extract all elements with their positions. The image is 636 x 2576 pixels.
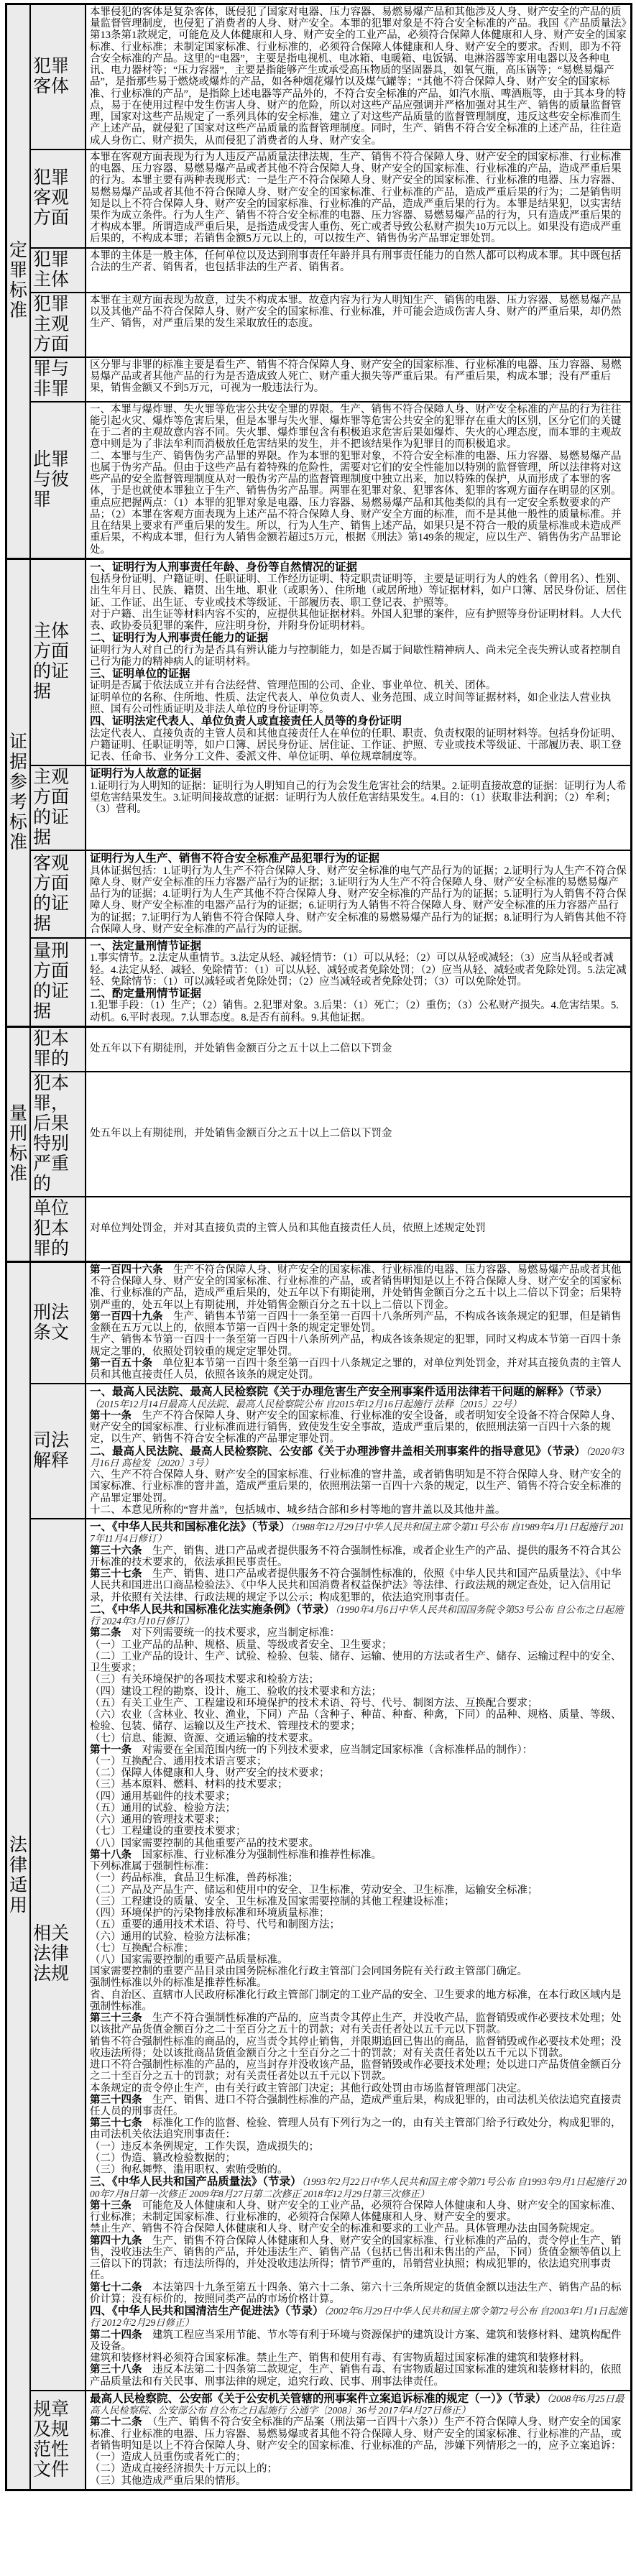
table-row [31, 5, 630, 150]
paragraph [90, 1791, 627, 1803]
paragraph [90, 2305, 627, 2329]
row-label-cell [31, 1028, 86, 1071]
bold-text: 第二条 [90, 1627, 121, 1639]
paragraph [90, 152, 627, 245]
bold-text: 四、证明法定代表人、单位负责人或直接责任人员等的身份证明 [90, 715, 402, 728]
body-text: 二、本罪与生产、销售伪劣产品罪的界限。作为本罪的犯罪对象，不符合安全标准的电器、压力容器、易燃易爆产品也属于伪劣产品。但由于这些产品有着特殊的危险性，需要对它们的安全性能加以特别的监督管理，所以法律将对这些产品的安全监督管理制度从对一般伪劣产品的监督管理制度中独立出来，加以特殊的保护，从而形成了本罪的客体，于是也就使本罪独立于生产、销售伪劣产品罪。两罪在犯罪对象、犯罪客体、犯罪的客观方面存在明显的区别。重点应把握两点：（1）本罪的犯罪对象是电器、压力容器、易燃易爆产品和其他类似的具有一定安全系数要求的产品；（2）本罪在客观方面表现为上述产品不符合保障人身、财产安全方面的标准，而不是其他一般性的质量标准。并且在结果上要求有严重后果的发生。所以，行为人生产、销售上述产品，如果只是不符合一般的质量标准或未造成严重后果，不构成本罪，但行为人销售金额若超过5万元，根据《刑法》第149条的规定，应以生产、销售伪劣产品罪论处。 [90, 450, 622, 556]
paragraph [90, 1504, 627, 1516]
body-text: 法定代表人、直接负责的主管人员和其他直接责任人在单位的任职、职责、负责权限的证明材料等。包括身份证明、户籍证明、任职证明等，如户口簿、居民身份证、居住证、工作证、护照、专业或技术等级证、干部履历表、职工登记表、任命书、业务分工文件、委派文件、单位证明、单位规章制度等。 [90, 727, 622, 763]
body-text: 生产、销售本节第一百四十一条至第一百四十八条所列产品，不构成各该条规定的犯罪，但是销售金额在五万元以上的，依照本节第一百四十条的规定定罪处罚。 [90, 1310, 622, 1335]
body-text: （三）基本原料、燃料、材料的技术要求； [90, 1779, 288, 1791]
table-row [31, 1263, 630, 1384]
row-content-cell [86, 851, 630, 937]
paragraph [90, 561, 627, 574]
paragraph [90, 2352, 627, 2364]
paragraph [90, 2176, 627, 2200]
paragraph [90, 680, 627, 691]
body-text: 处五年以下有期徒刑，并处销售金额百分之五十以上二倍以下罚金 [90, 1043, 392, 1055]
table-row [31, 851, 630, 939]
enactment-note: （1990年4月6日中华人民共和国国务院令第53号公布 自公布之日起施行 2024年3月10日修订） [90, 1604, 624, 1627]
row-label: 犯本罪的 [33, 1029, 70, 1069]
paragraph [90, 1826, 627, 1837]
row-label: 单位犯本罪的 [33, 1198, 70, 1259]
bold-text: 四、《中华人民共和国清洁生产促进法》（节录） [90, 2305, 324, 2318]
paragraph [90, 1399, 627, 1410]
row-content-cell [86, 1519, 630, 2390]
bold-text: 第七十二条 [90, 2281, 142, 2294]
paragraph [90, 2223, 627, 2235]
paragraph [90, 1358, 627, 1381]
paragraph [90, 359, 627, 395]
paragraph [90, 1000, 627, 1023]
paragraph [90, 1674, 627, 1685]
paragraph [90, 2393, 627, 2417]
row-label-cell [31, 1072, 86, 1196]
paragraph [90, 2282, 627, 2305]
body-text: 对单位判处罚金，并对其直接负责的主管人员和其他直接责任人员，依照上述规定处罚 [90, 1223, 486, 1235]
enactment-note: （1993年2月22日中华人民共和国主席令第71号公布 自1993年9月1日起施行 2000年7月8日第一次修正 2009年8月27日第二次修正 2018年12月29日第三次修正） [90, 2176, 627, 2199]
body-text: （一）工业产品的品种、规格、质量、等级或者安全、卫生要求； [90, 1639, 392, 1651]
body-text: 下列标准属于强制性标准： [90, 1861, 215, 1873]
bold-text: 第十一条 [90, 1409, 132, 1422]
paragraph [90, 1756, 627, 1767]
body-text: （二）产品及产品生产、储运和使用中的安全、卫生标准，劳动安全、卫生标准，运输安全标准； [90, 1884, 538, 1896]
body-text: 强制性标准以外的标准是推荐性标准。 [90, 1977, 267, 1990]
body-text: 生产、销售不符合保障人体健康和人身、财产安全的国家标准、行业标准的产品的，责令停止生产、销售，没收违法生产、销售的产品，并处违法生产、销售产品（包括已售出和未售出的产品，下同）货值金额等值以上三倍以下的罚款；有违法所得的，并处没收违法所得；情节严重的，吊销营业执照；构成犯罪的，依法追究刑事责任。 [90, 2235, 622, 2282]
body-text: （一）药品标准，食品卫生标准，兽药标准； [90, 1872, 298, 1885]
paragraph [90, 250, 627, 273]
body-text: 六、生产不符合保障人身、财产安全的国家标准、行业标准的窨井盖，或者销售明知是不符合保障人身、财产安全的国家标准、行业标准的窨井盖，造成严重后果的，依照刑法第一百四十六条的规定，以生产、销售不符合安全标准的产品罪定罪处罚。 [90, 1469, 622, 1504]
table-row [31, 358, 630, 402]
paragraph [90, 1604, 627, 1628]
body-text: 建筑工程应当采用节能、节水等有利于环境与资源保护的建筑设计方案、建筑和装修材料、建筑构配件及设备。 [90, 2329, 622, 2352]
body-text: （四）建设工程的勘察、设计、施工、验收的技术要求和方法； [90, 1685, 382, 1698]
paragraph [90, 1545, 627, 1568]
paragraph [90, 1990, 627, 2012]
paragraph [90, 2117, 627, 2140]
body-text: 处五年以上有期徒刑，并处销售金额百分之五十以上二倍以下罚金 [90, 1128, 392, 1140]
body-text: （五）通用的试验、检验方法； [90, 1802, 236, 1814]
paragraph [90, 1814, 627, 1826]
body-text: 进口不符合强制性标准的产品的，应当封存并没收该产品，监督销毁或作必要技术处理；处以进口产品货值金额百分之二十至百分之五十的罚款；对有关责任者处以五千元以下罚款。 [90, 2059, 622, 2083]
body-text: 对需要在全国范围内统一的下列技术要求，应当制定国家标准（含标准样品的制作）： [132, 1744, 533, 1756]
paragraph [90, 2083, 627, 2094]
paragraph [90, 1733, 627, 1744]
paragraph [90, 781, 627, 816]
bold-text: 第三十三条 [90, 2012, 142, 2025]
paragraph [90, 2200, 627, 2223]
paragraph [90, 2475, 627, 2487]
table-row [31, 2391, 630, 2489]
body-text: 生产、销售本节第一百四十一条至第一百四十八条所列产品，构成各该条规定的犯罪，同时又构成本节第一百四十条规定之罪的，依照处罚较重的规定定罪处罚。 [90, 1334, 622, 1358]
body-text: 销售不符合强制性标准的商品的，应当责令其停止销售，并限期追回已售出的商品，监督销毁或作必要技术处理；没收违法所得；处以该批商品货值金额百分之十至百分之二十的罚款；对有关责任者处以五千元以下罚款。 [90, 2036, 622, 2059]
table-row [31, 560, 630, 766]
body-text: （七）信息、能源、资源、交通运输的技术要求。 [90, 1732, 319, 1744]
group-rows [31, 560, 630, 1026]
paragraph [90, 1043, 627, 1054]
row-label: 司法解释 [33, 1431, 70, 1471]
bold-text: 第二十二条 [90, 2416, 142, 2429]
group-label-cell [7, 560, 31, 1026]
paragraph [90, 2364, 627, 2387]
row-label-cell [31, 1519, 86, 2390]
enactment-note: （2020年3月16日 高检发〔2020〕3号） [90, 1445, 625, 1468]
row-label-cell [31, 1197, 86, 1261]
row-label-cell [31, 766, 86, 850]
row-label: 主体方面的证据 [33, 622, 70, 702]
paragraph [90, 1885, 627, 1896]
row-content-cell [86, 2391, 630, 2489]
paragraph [90, 668, 627, 680]
bold-text: 第三十七条 [90, 2117, 142, 2130]
body-text: （四）环境保护的污染物排放标准和环境质量标准； [90, 1908, 330, 1920]
paragraph [90, 1803, 627, 1814]
paragraph [90, 2452, 627, 2463]
body-text: 证明行为人对自己的行为是否具有辨认能力与控制能力，如是否属于间歇性精神病人、尚未完全丧失辨认或者控制自己行为能力的精神病人的证明材料。 [90, 644, 622, 668]
bold-text: 第二十四条 [90, 2329, 142, 2341]
row-label-cell [31, 851, 86, 937]
row-label: 主观方面的证据 [33, 768, 70, 848]
paragraph [90, 1943, 627, 1954]
group-4 [7, 1263, 630, 2489]
body-text: 本罪的主体是一般主体，任何单位以及达到刑事责任年龄并具有刑事责任能力的自然人都可以构成本罪。其中既包括合法的生产者、销售者，也包括非法的生产者、销售者。 [90, 249, 622, 273]
paragraph [90, 2153, 627, 2164]
body-text: （一）违反本条例规定，工作失误，造成损失的； [90, 2140, 319, 2153]
enactment-note: （2015年12月14日最高人民法院、最高人民检察院公布 自2015年12月16日起施行 法释〔2015〕22号） [90, 1398, 522, 1409]
enactment-note: （2008年6月25日最高人民检察院、公安部公布 自公布之日起施行 公通字〔2008〕36号 2017年4月27日修正） [90, 2393, 625, 2416]
row-label-cell [31, 939, 86, 1026]
body-text: 包括身份证明、户籍证明、任职证明、工作经历证明、特定职责证明等，主要是证明行为人的姓名（曾用名）、性别、出生年月日、民族、籍贯、出生地、职业（或职务）、住所地（或居所地）等证据材料，如户口簿、居民身份证、居住证、工作证、出生证、专业或技术等级证、干部履历表、职工登记表、护照等。 [90, 574, 627, 609]
paragraph [90, 574, 627, 609]
paragraph [90, 1931, 627, 1943]
table-row [31, 1197, 630, 1261]
row-content-cell [86, 766, 630, 850]
body-text: 本罪在客观方面表现为行为人违反产品质量法律法规，生产、销售不符合保障人身、财产安全的国家标准、行业标准的电器、压力容器、易燃易爆产品或者其他不符合保障人身、财产安全的国家标准、行业标准的产品，造成严重后果的行为。本罪主要有两种表现形式：一是生产不符合保障人身、财产安全的国家标准、行业标准的电器、压力容器、易燃易爆产品或者其他不符合保障人身、财产安全的国家标准、行业标准的产品，造成严重后果的行为；二是销售明知是以上不符合保障人身、财产安全的国家标准、行业标准的产品，造成严重后果的行为。本罪是结果犯，以实害结果作为成立条件。行为人生产、销售不符合安全标准的电器、压力容器、易燃易爆产品的行为，只有造成严重后果的才构成本罪。所谓造成严重后果，是指造成受害人重伤、死亡或者导致公私财产损失10万元以上。如果没有造成严重后果的，不构成本罪；若销售金额5万元以上的，可以按生产、销售伪劣产品罪定罪处罚。 [90, 151, 622, 245]
body-text: （六）通用的试验、检验方法标准； [90, 1931, 257, 1943]
paragraph [90, 1627, 627, 1639]
bold-text: 第三十四条 [90, 2094, 142, 2106]
body-text: 证明单位的名称、住所地、性质、法定代表人、单位负责人、业务范围、成立时间等证据材料，如企业法人营业执照、国有公司性质证明及非法人单位的身份证明等。 [90, 691, 611, 715]
paragraph [90, 1334, 627, 1357]
row-content-cell [86, 939, 630, 1026]
paragraph [90, 2416, 627, 2452]
row-content-cell [86, 358, 630, 401]
paragraph [90, 2329, 627, 2352]
bold-text: 第十八条 [90, 1849, 132, 1861]
row-label: 犯罪客体 [33, 56, 70, 96]
row-content-cell [86, 249, 630, 292]
body-text: （二）伪造、篡改检验数据的； [90, 2152, 236, 2164]
paragraph [90, 1908, 627, 1919]
body-text: （六）通用的管理技术要求； [90, 1814, 226, 1826]
row-label: 犯罪主体 [33, 249, 70, 290]
paragraph [90, 952, 627, 988]
paragraph [90, 1386, 627, 1398]
enactment-note: （1988年12月29日中华人民共和国主席令第11号公布 自1989年4月1日起施行 2017年11月4日修订） [90, 1522, 625, 1545]
group-label: 定罪标准 [9, 241, 28, 321]
paragraph [90, 1445, 627, 1470]
bold-text: 三、证明单位的证据 [90, 668, 190, 681]
paragraph [90, 865, 627, 935]
group-3 [7, 1028, 630, 1263]
paragraph [90, 1861, 627, 1872]
body-text: （八）国家需要控制的其他重要产品的技术要求。 [90, 1837, 319, 1849]
body-text: 省、自治区、直辖市人民政府标准化行政主管部门制定的工业产品的安全、卫生要求的地方标准，在本行政区域内是强制性标准。 [90, 1989, 622, 2012]
row-content-cell [86, 1072, 630, 1196]
bold-text: 第一百四十九条 [90, 1310, 163, 1322]
body-text: （二）工业产品的设计、生产、试验、检验、包装、储存、运输、使用的方法或者生产、储存、运输过程中的安全、卫生要求； [90, 1650, 622, 1675]
bold-text: 第十一条 [90, 1744, 132, 1756]
group-rows [31, 5, 630, 558]
bold-text: 第三十八条 [90, 2364, 142, 2376]
bold-text: 三、《中华人民共和国产品质量法》（节录） [90, 2176, 302, 2189]
paragraph [90, 1264, 627, 1311]
body-text: 对于户籍、出生证等材料内容不实的，应提供其他证据材料。外国人犯罪的案件，应有护照等身份证明材料。人大代表、政协委员犯罪的案件，应注明身份，并附身份证明材料。 [90, 608, 622, 632]
paragraph [90, 1521, 627, 1545]
bold-text: 第三十七条 [90, 1568, 142, 1581]
paragraph [90, 1872, 627, 1884]
paragraph [90, 1686, 627, 1698]
table-row [31, 766, 630, 851]
paragraph [90, 1709, 627, 1732]
paragraph [90, 988, 627, 1000]
group-label-cell [7, 5, 31, 558]
table-row [31, 1519, 630, 2391]
group-label: 证据参考标准 [9, 732, 28, 852]
body-text: 生产不符合保障人身、财产安全的国家标准、行业标准的安全设备，或者明知安全设备不符合保障人身、财产安全的国家标准、行业标准而进行销售，致使发生安全事故，造成严重后果的，依照刑法第一百四十六条的规定，以生产、销售不符合安全标准的产品罪定罪处罚。 [90, 1409, 622, 1445]
paragraph [90, 1469, 627, 1504]
paragraph [90, 2094, 627, 2117]
row-content-cell [86, 402, 630, 558]
paragraph [90, 852, 627, 865]
group-label: 量刑标准 [9, 1103, 28, 1184]
row-label-cell [31, 402, 86, 558]
paragraph [90, 1966, 627, 1977]
group-1 [7, 5, 630, 560]
group-rows [31, 1263, 630, 2489]
body-text: 标准化工作的监督、检验、管理人员有下列行为之一的，由有关主管部门给予行政处分，构成犯罪的，由司法机关依法追究刑事责任： [90, 2117, 622, 2141]
table-row [31, 293, 630, 358]
body-text: （四）通用基础件的技术要求； [90, 1790, 236, 1803]
group-2 [7, 560, 630, 1028]
row-content-cell [86, 150, 630, 247]
paragraph [90, 1128, 627, 1139]
body-text: （五）有关工业生产、工程建设和环境保护的技术术语、符号、代号、制图方法、互换配合要求； [90, 1697, 538, 1709]
paragraph [90, 940, 627, 952]
row-label-cell [31, 358, 86, 401]
paragraph [90, 2164, 627, 2176]
row-label-cell [31, 5, 86, 149]
bold-text: 二、最高人民法院、最高人民检察院、公安部《关于办理涉窨井盖相关刑事案件的指导意见》（节录） [90, 1445, 586, 1458]
body-text: 生产不符合强制性标准的产品的，应当责令其停止生产，并没收产品，监督销毁或作必要技术处理；处以该批产品货值金额百分之二十至百分之五十的罚款；对有关责任者处以五千元以下罚款。 [90, 2012, 622, 2036]
body-text: 生产不符合保障人身、财产安全的国家标准、行业标准的电器、压力容器、易燃易爆产品或者其他不符合保障人身、财产安全的国家标准、行业标准的产品，或者销售明知是以上不符合保障人身、财产安全的国家标准、行业标准的产品，造成严重后果的，处五年以下有期徒刑，并处销售金额百分之五十以上二倍以下罚金；后果特别严重的，处五年以上有期徒刑，并处销售金额百分之五十以上二倍以下罚金。 [90, 1264, 622, 1311]
row-content-cell [86, 293, 630, 356]
row-content-cell [86, 1028, 630, 1071]
bold-text: 一、最高人民法院、最高人民检察院《关于办理危害生产安全刑事案件适用法律若干问题的解释》（节录） [90, 1386, 608, 1399]
paragraph [90, 2235, 627, 2282]
paragraph [90, 1977, 627, 1989]
bold-text: 证明行为人故意的证据 [90, 768, 202, 781]
row-label: 犯罪客观方面 [33, 168, 70, 229]
group-label: 法律适用 [9, 1835, 28, 1915]
row-label: 犯本罪，后果特别严重的 [33, 1073, 70, 1194]
body-text: （八）国家需要控制的重要产品质量标准。 [90, 1954, 288, 1966]
paragraph [90, 692, 627, 715]
paragraph [90, 1849, 627, 1861]
body-text: （七）互换配合标准； [90, 1942, 194, 1954]
body-text: 十二、本意见所称的“窨井盖”，包括城市、城乡结合部和乡村等地的窨井盖以及其他井盖。 [90, 1504, 506, 1516]
enactment-note: （2002年6月29日中华人民共和国主席令第72号公布 自2003年1月1日起施行 2012年2月29日修正） [90, 2306, 627, 2329]
body-text: 一、本罪与爆炸罪、失火罪等危害公共安全罪的界限。生产、销售不符合保障人身、财产安全标准的产品的行为往往能引起火灾、爆炸等危害后果，但是本罪与失火罪、爆炸罪等危害公共安全的犯罪存在重大的区别，区分它们的关键在于二者的主观故意内容不同。失火罪、爆炸罪包含有积极追求危害后果如爆炸、失火的心理态度，而本罪的主观故意中则是为了非法牟利而消极放任危害结果的发生，并不把该结果作为犯罪目的而积极追求。 [90, 403, 622, 451]
body-text: 违反本法第二十四条第二款规定，生产、销售有毒、有害物质超过国家标准的建筑和装修材料的，依照产品质量法和有关民事、刑事法律的规定，追究行政、民事、刑事法律责任。 [90, 2364, 622, 2388]
bold-text: 二、酌定量刑情节证据 [90, 988, 202, 1000]
body-text: 生产、销售、进口产品或者提供服务不符合强制性标准，或者企业生产的产品、提供的服务不符合其公开标准的技术要求的，依法承担民事责任。 [90, 1545, 622, 1568]
table-row [31, 1028, 630, 1072]
paragraph [90, 1919, 627, 1931]
body-text: （一）互换配合、通用技术语言要求； [90, 1755, 267, 1767]
paragraph [90, 2141, 627, 2153]
row-label-cell [31, 2391, 86, 2489]
body-text: 1.证明行为人明知的证据：证明行为人明知自己的行为会发生危害社会的结果。2.证明直接故意的证据：证明行为人希望危害结果发生。3.证明间接故意的证据：证明行为人放任危害结果发生。4.目的：（1）获取非法利润；（2）牟利；（3）营利。 [90, 780, 627, 816]
table-row [31, 402, 630, 558]
row-label-cell [31, 150, 86, 247]
paragraph [90, 609, 627, 632]
paragraph [90, 2059, 627, 2082]
row-label: 犯罪主观方面 [33, 294, 70, 354]
paragraph [90, 295, 627, 330]
paragraph [90, 2463, 627, 2475]
body-text: （三）工程建设的质量、安全、卫生标准及国家需要控制的其他工程建设标准； [90, 1895, 455, 1908]
body-text: 本条规定的责令停止生产，由有关行政主管部门决定；其他行政处罚由市场监督管理部门决定。 [90, 2082, 527, 2094]
body-text: （三）其他造成严重后果的情形。 [90, 2475, 246, 2487]
paragraph [90, 1838, 627, 1849]
paragraph [90, 404, 627, 451]
body-text: （五）重要的通用技术术语、符号、代号和制图方法； [90, 1919, 340, 1931]
body-text: （生产、销售不符合安全标准的产品案（刑法第一百四十六条））生产不符合保障人身、财产安全的国家标准、行业标准的电器、压力容器、易燃易爆或者其他不符合保障人身、财产安全的国家标准、行业标准的产品，或者销售明知是以上不符合保障人身、财产安全的国家标准、行业标准的产品，涉嫌下列情形之一的，应予立案追诉： [90, 2416, 622, 2452]
bold-text: 第三十六条 [90, 1545, 142, 1557]
paragraph [90, 632, 627, 644]
table-row [31, 150, 630, 249]
body-text: 建筑和装修材料必须符合国家标准。禁止生产、销售和使用有毒、有害物质超过国家标准的建筑和装修材料。 [90, 2352, 590, 2365]
body-text: 1.事实情节。2.法定从重情节。3.法定从轻、减轻情节：（1）可以从轻；（2）可以从轻或减轻；（3）应当从轻或者减轻。4.法定从轻、减轻、免除情节：（1）可以从轻、减轻或者免除处罚；（2）应当从轻、减轻或者免除处罚。5.法定减轻、免除情节：（1）可以减轻或者免除处罚；（2）应当减轻或者免除处罚；（3）可以免除处罚。 [90, 952, 627, 988]
paragraph [90, 728, 627, 763]
body-text: 本罪侵犯的客体是复杂客体，既侵犯了国家对电器、压力容器、易燃易爆产品和其他涉及人身、财产安全的产品的质量监督管理制度，也侵犯了消费者的人身、财产安全。本罪的犯罪对象是不符合安全标准的产品。我国《产品质量法》第13条第1款规定，可能危及人体健康和人身、财产安全的工业产品，必须符合保障人体健康和人身、财产安全的国家标准、行业标准；未制定国家标准、行业标准的，必须符合保障人体健康和人身、财产安全的要求。否则，即为不符合安全标准的产品。这里的“电器”，主要是指电视机、电冰箱、电暖箱、电饭锅、电淋浴器等家用电器以及各种电讯、电力器材等；“压力容器”，主要是指能够产生或承受高压物质的坚固器具，如氧气瓶，高压锅等；“易燃易爆产品”，是指那些易于燃烧或爆炸的产品，如各种烟花爆竹以及煤气罐等；“其他不符合保障人身、财产安全的国家标准、行业标准的产品”，是指除上述电器等产品外的，不符合安全标准的产品，如汽水瓶、啤酒瓶等，由于其本身的特点，易于在使用过程中发生伤害人身、财产的危险，所以对这些产品应强调并严格加强对其生产、销售的质量监督管理，国家对这些产品规定了一系列具体的安全标准，建立了对这些产品质量的监督管理制度，违反这些安全标准而生产上述产品，就侵犯了国家对这些产品质量的监督管理制度。同时，生产、销售不符合安全标准的上述产品，往往造成人身伤亡、财产损失，从而侵犯了消费者的人身、财产安全。 [90, 6, 627, 147]
bold-text: 一、法定量刑情节证据 [90, 939, 202, 952]
paragraph [90, 1639, 627, 1651]
body-text: 区分罪与非罪的标准主要是看生产、销售不符合保障人身、财产安全的国家标准、行业标准的电器、压力容器、易燃易爆产品或者其他产品的行为是否造成致人死亡、财产重大损失等严重后果。有严重后果，构成本罪；没有严重后果，销售金额又不到5万元，可视为一般违法行为。 [90, 359, 622, 395]
row-label-cell [31, 293, 86, 356]
paragraph [90, 1744, 627, 1756]
body-text: 生产、销售、进口产品或者提供服务不符合强制性标准的，依照《中华人民共和国产品质量法》、《中华人民共和国进出口商品检验法》、《中华人民共和国消费者权益保护法》等法律、行政法规的规定查处，记入信用记录，并依照有关法律、行政法规的规定予以公示；构成犯罪的，依法追究刑事责任。 [90, 1568, 622, 1604]
paragraph [90, 1767, 627, 1779]
table-row [31, 939, 630, 1026]
bold-text: 一、证明行为人刑事责任年龄、身份等自然情况的证据 [90, 561, 358, 574]
body-text: （七）工程建设的重要技术要求； [90, 1826, 246, 1838]
row-content-cell [86, 5, 630, 149]
bold-text: 第一百四十六条 [90, 1264, 163, 1276]
row-label-cell [31, 1384, 86, 1518]
paragraph [90, 768, 627, 780]
body-text: 禁止生产、销售不符合保障人体健康和人身、财产安全的标准和要求的工业产品。具体管理办法由国务院规定。 [90, 2223, 601, 2235]
group-label-cell [7, 1263, 31, 2489]
row-label: 客观方面的证据 [33, 854, 70, 934]
body-text: 单位犯本节第一百四十条至第一百四十八条规定之罪的，对单位判处罚金，并对其直接负责的主管人员和其他直接责任人员，依照各该条的规定处罚。 [90, 1357, 622, 1381]
row-label: 规章及规范性文件 [33, 2399, 70, 2480]
body-text: （六）农业（含林业、牧业、渔业，下同）产品（含种子、种苗、种畜、种禽，下同）的品种、规格、质量、等级、检验、包装、储存、运输以及生产技术、管理技术的要求； [90, 1709, 622, 1733]
row-label-cell [31, 560, 86, 765]
row-content-cell [86, 1197, 630, 1261]
group-label-cell [7, 1028, 31, 1261]
paragraph [90, 1698, 627, 1709]
table-row [31, 1384, 630, 1519]
body-text: 可能危及人体健康和人身、财产安全的工业产品，必须符合保障人体健康和人身、财产安全的国家标准、行业标准；未制定国家标准、行业标准的，必须符合保障人体健康和人身、财产安全的要求。 [90, 2200, 622, 2224]
table-row [31, 249, 630, 293]
bold-text: 第一百五十条 [90, 1357, 152, 1369]
body-text: （二）保障人体健康和人身、财产安全的技术要求； [90, 1767, 330, 1780]
body-text: 本罪在主观方面表现为故意，过失不构成本罪。故意内容为行为人明知生产、销售的电器、压力容器、易燃易爆产品以及其他产品不符合保障人身、财产安全的国家标准、行业标准，并可能会造成伤害人身、财产的严重后果，却仍然生产、销售，对严重后果的发生采取放任的态度。 [90, 294, 622, 330]
row-content-cell [86, 560, 630, 765]
bold-text: 第十三条 [90, 2200, 132, 2212]
body-text: 生产、销售、进口不符合强制性标准的产品，造成严重后果，构成犯罪的，由司法机关依法追究直接责任人员的刑事责任。 [90, 2094, 622, 2118]
crime-analysis-table [5, 3, 632, 2491]
body-text: 证明是否属于依法成立并有合法经营、管理范围的公司、企业、事业单位、机关、团体。 [90, 680, 497, 692]
bold-text: 最高人民检察院、公安部《关于公安机关管辖的刑事案件立案追诉标准的规定（一）》（节录） [90, 2392, 547, 2405]
bold-text: 二、证明行为人刑事责任能力的证据 [90, 632, 269, 645]
row-content-cell [86, 1263, 630, 1383]
paragraph [90, 1223, 627, 1234]
paragraph [90, 6, 627, 147]
body-text: 对下列需要统一的技术要求，应当制定标准： [121, 1627, 340, 1639]
paragraph [90, 1779, 627, 1790]
row-label-cell [31, 249, 86, 292]
row-label: 相关法律法规 [33, 1924, 70, 1984]
row-label: 此罪与彼罪 [33, 449, 70, 510]
body-text: 国家需要控制的重要产品目录由国务院标准化行政主管部门会同国务院有关行政主管部门确定。 [90, 1966, 527, 1978]
body-text: （三）有关环境保护的各项技术要求和检验方法； [90, 1674, 319, 1686]
body-text: 国家标准、行业标准分为强制性标准和推荐性标准。 [132, 1849, 382, 1861]
body-text: （二）造成直接经济损失十万元以上的； [90, 2463, 277, 2475]
row-content-cell [86, 1384, 630, 1518]
paragraph [90, 1896, 627, 1908]
paragraph [90, 1954, 627, 1966]
bold-text: 第四十九条 [90, 2235, 142, 2247]
paragraph [90, 1410, 627, 1445]
body-text: 具体证据包括：1.证明行为人生产不符合保障人身、财产安全标准的电气产品行为的证据；2.证明行为人生产不符合保障人身、财产安全标准的压力容器产品行为的证据；3.证明行为人生产不符合保障人身、财产安全标准的易燃易爆产品行为的证据；4.证明行为人生产其他不符合保障人身、财产安全标准的产品行为的证据；5.证明行为人销售不符合保障人身、财产安全标准的电器产品行为的证据；6.证明行为人销售不符合保障人身、财产安全标准的压力容器产品行为的证据；7.证明行为人销售不符合保障人身、财产安全标准的易燃易爆产品行为的证据；8.证明行为人销售其他不符合保障人身、财产安全标准的产品行为的证据。 [90, 865, 627, 935]
row-label: 量刑方面的证据 [33, 942, 70, 1022]
paragraph [90, 645, 627, 668]
paragraph [90, 1311, 627, 1334]
paragraph [90, 451, 627, 556]
body-text: （一）造成人员重伤或者死亡的； [90, 2452, 246, 2464]
paragraph [90, 2012, 627, 2036]
row-label: 刑法条文 [33, 1302, 70, 1343]
body-text: （三）徇私舞弊、滥用职权、索贿受贿的。 [90, 2164, 288, 2176]
paragraph [90, 1568, 627, 1604]
paragraph [90, 2036, 627, 2059]
paragraph [90, 715, 627, 727]
row-label-cell [31, 1263, 86, 1383]
bold-text: 二、《中华人民共和国标准化法实施条例》（节录） [90, 1603, 336, 1616]
group-rows [31, 1028, 630, 1261]
table-row [31, 1072, 630, 1197]
body-text: 1.犯罪手段：（1）生产；（2）销售。2.犯罪对象。3.后果：（1）死亡；（2）重伤；（3）公私财产损失。4.危害结果。5.动机。6.平时表现。7.认罪态度。8.是否有前科。9.其他证据。 [90, 1000, 619, 1024]
paragraph [90, 1651, 627, 1674]
row-label: 罪与非罪 [33, 359, 70, 399]
bold-text: 一、《中华人民共和国标准化法》（节录） [90, 1521, 291, 1534]
body-text: 本法第四十九条至第五十四条、第六十二条、第六十三条所规定的货值金额以违法生产、销售产品的标价计算；没有标价的，按照同类产品的市场价格计算。 [90, 2281, 622, 2305]
bold-text: 证明行为人生产、销售不符合安全标准产品犯罪行为的证据 [90, 852, 380, 865]
